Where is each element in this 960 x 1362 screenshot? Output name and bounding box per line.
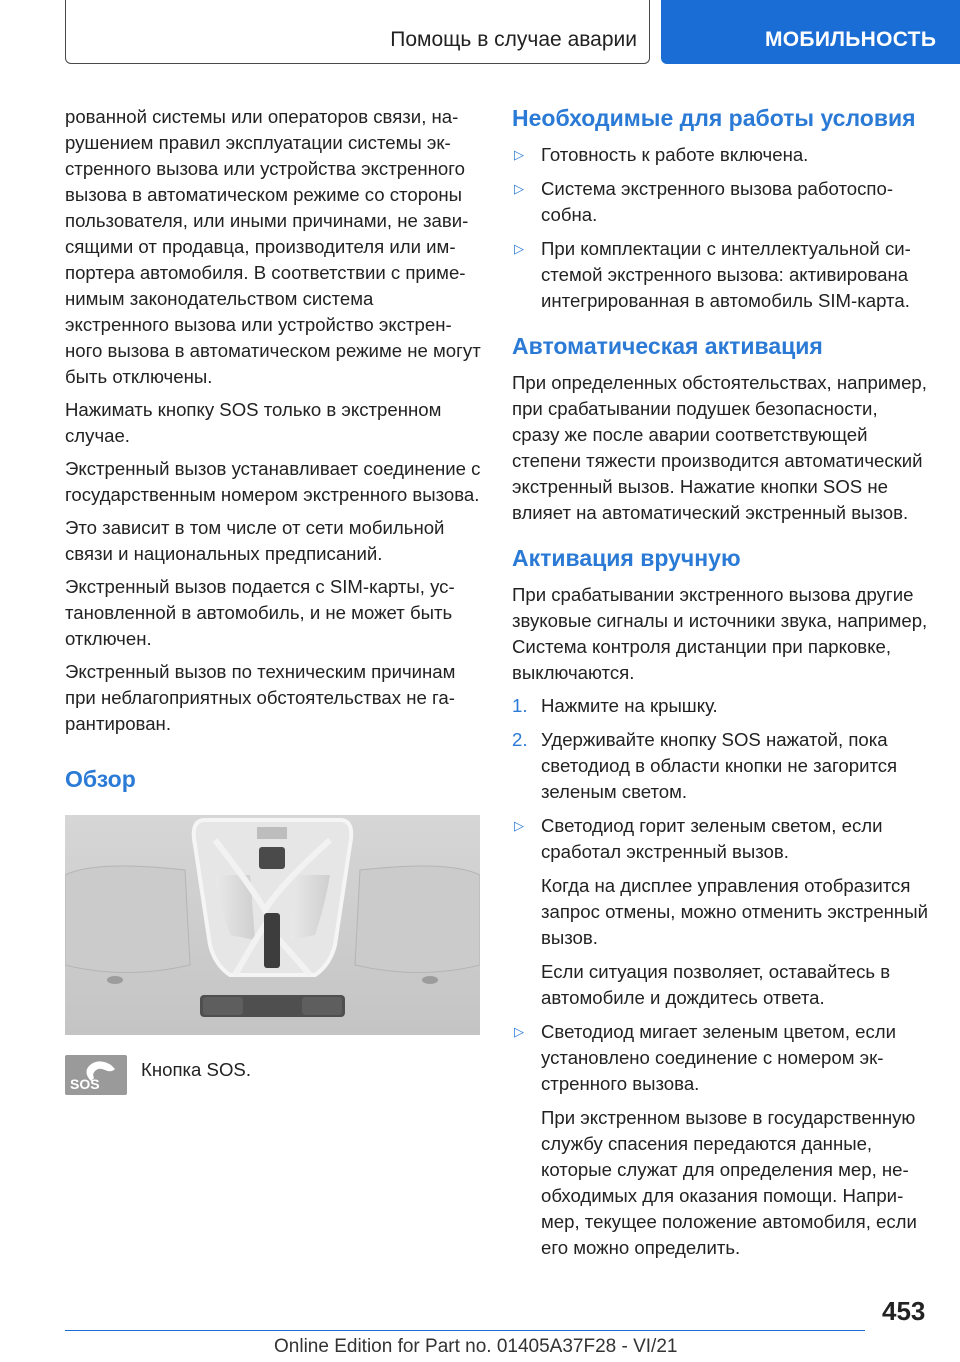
bullet-triangle-icon: ▷ [514, 818, 524, 833]
overhead-console-illustration [65, 815, 480, 1035]
step-item: 2. Удерживайте кнопку SOS нажатой, пока светодиод в области кнопки не загорится зеленым светом. [512, 729, 898, 802]
paragraph: Экстренный вызов по техническим причинам при неблагоприятных обстоятельствах не гарантирован. [65, 661, 456, 734]
list-item: ▷ Светодиод мигает зеленым цветом, если установлено соединение с номером экстренного вызова. [514, 1021, 897, 1094]
sos-caption: Кнопка SOS. [141, 1059, 251, 1080]
paragraph: Нажимать кнопку SOS только в экстренном случае. [65, 399, 442, 446]
bullet-triangle-icon: ▷ [514, 1024, 524, 1039]
list-item: ▷ Система экстренного вызова работоспособна. [514, 178, 894, 225]
footer-divider [65, 1330, 865, 1331]
right-column [512, 104, 930, 1269]
header-section-title: Помощь в случае аварии [390, 28, 637, 51]
bullet-triangle-icon: ▷ [514, 181, 524, 196]
sos-button-icon [65, 1055, 127, 1095]
footer-edition: Online Edition for Part no. 01405A37F28 - VI/21 [274, 1336, 678, 1357]
paragraph: Экстренный вызов устанавливает соединение с государственным номером экстренного вызова. [65, 458, 481, 505]
paragraph: рованной системы или операторов связи, нарушением правил эксплуатации системы экстренного вызова или устройства экстренного вызова в автоматическом режиме со стороны пользователя, или иными причинами, не зависящими от продавца, производителя или импортера автомобиля. В соответствии с применимым законодательством система экстренного вызова или устройство экстренного вызова в автоматическом режиме не могут быть отключены. [65, 106, 481, 387]
overhead-console-photo [65, 815, 480, 1035]
step-number: 1. [512, 695, 528, 716]
sub-paragraph: Когда на дисплее управления отобразится запрос отмены, можно отменить экстренный вызов. [541, 875, 928, 948]
sub-paragraph: Если ситуация позволяет, оставайтесь в автомобиле и дождитесь ответа. [541, 961, 891, 1008]
list-item: ▷ При комплектации с интеллектуальной системой экстренного вызова: активирована интегрированная в автомобиль SIM-карта. [514, 238, 911, 311]
header-chapter-tab [661, 0, 960, 64]
svg-text:SOS: SOS [70, 1076, 100, 1092]
requirements-heading: Необходимые для работы условия [512, 105, 916, 131]
paragraph: При срабатывании экстренного вызова другие звуковые сигналы и источники звука, например, Система контроля дистанции при парковке, выключаются. [512, 584, 928, 683]
step-number: 2. [512, 729, 528, 750]
paragraph: При определенных обстоятельствах, например, при срабатывании подушек безопасности, сразу же после аварии соответствующей степени тяжести производится автоматический экстренный вызов. Нажатие кнопки SOS не влияет на автоматический экстренный вызов. [512, 372, 927, 523]
list-item: ▷ Готовность к работе включена. [512, 142, 930, 168]
overview-heading: Обзор [65, 766, 136, 792]
sub-paragraph: При экстренном вызове в государственную службу спасения передаются данные, которые служат для определения мер, необходимых для оказания помощи. Например, текущее положение автомобиля, если его можно определить. [541, 1107, 917, 1258]
auto-activation-heading: Автоматическая активация [512, 333, 823, 359]
bullet-triangle-icon: ▷ [514, 241, 524, 256]
manual-activation-heading: Активация вручную [512, 545, 741, 571]
step-item: 1. Нажмите на крышку. [512, 693, 930, 719]
header-chapter-title: МОБИЛЬНОСТЬ [765, 28, 937, 51]
sos-legend [65, 1055, 482, 1125]
page-number: 453 [882, 1296, 926, 1326]
paragraph: Экстренный вызов подается с SIM-карты, установленной в автомобиль, и не может быть отключен. [65, 576, 455, 649]
list-item: ▷ Светодиод горит зеленым светом, если сработал экстренный вызов. [514, 815, 883, 862]
left-column [65, 104, 482, 1125]
header-section-tab [65, 0, 650, 64]
paragraph: Это зависит в том числе от сети мобильной связи и национальных предписаний. [65, 517, 445, 564]
bullet-triangle-icon: ▷ [514, 147, 524, 162]
